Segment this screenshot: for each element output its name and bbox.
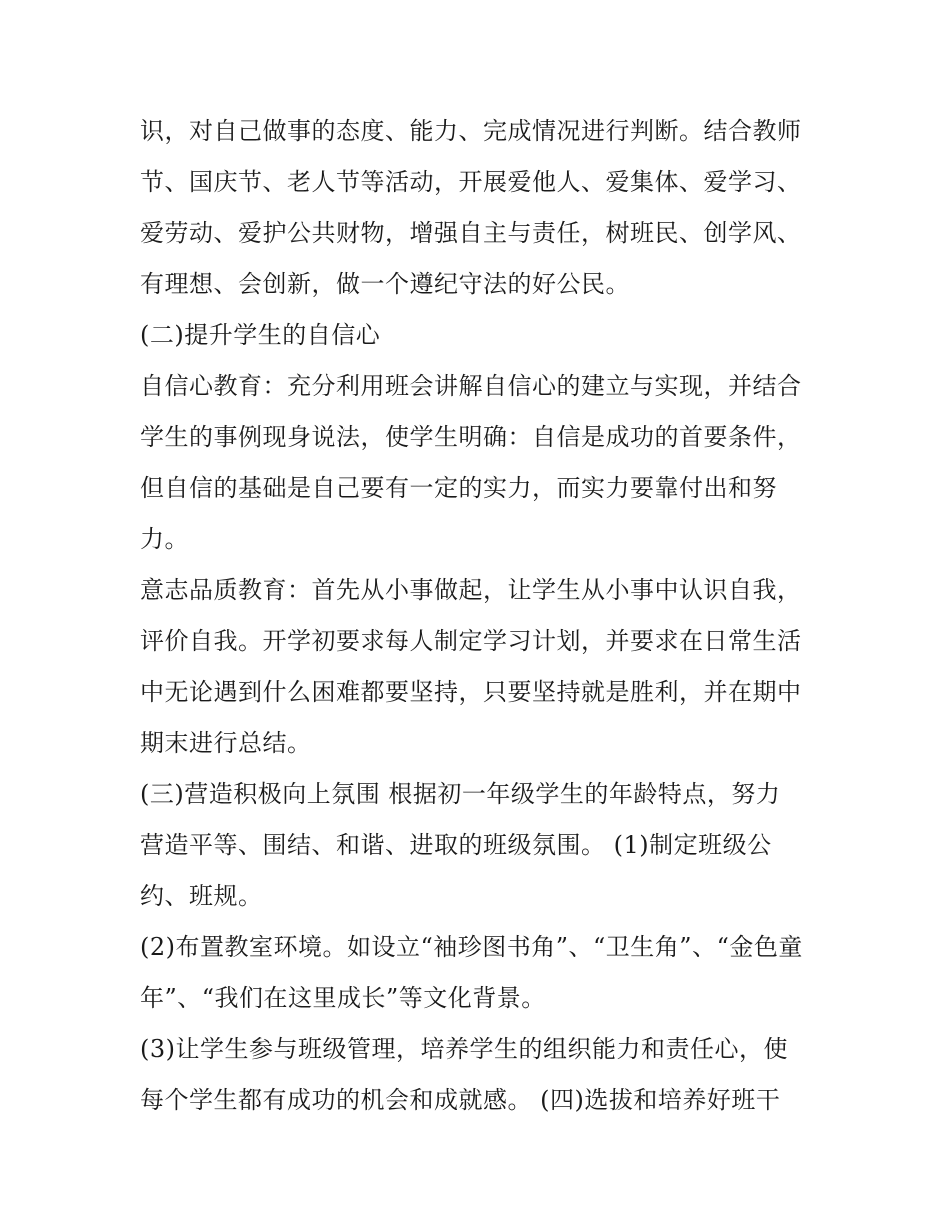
text-line: (2)布置教室环境。如设立“袖珍图书角”、“卫生角”、“金色童: [140, 933, 803, 961]
text-line: 营造平等、围结、和谐、进取的班级氛围。 (1)制定班级公: [140, 831, 772, 859]
text-line: 约、班规。: [140, 882, 263, 910]
text-line: 年”、“我们在这里成长”等文化背景。: [140, 984, 546, 1012]
text-line: 爱劳动、爱护公共财物，增强自主与责任，树班民、创学风、: [140, 219, 802, 247]
section-heading: (二)提升学生的自信心: [140, 321, 381, 349]
text-line: 力。: [140, 525, 189, 553]
text-line: 有理想、会创新，做一个遵纪守法的好公民。: [140, 270, 630, 298]
section-heading: (三)营造积极向上氛围 根据初一年级学生的年龄特点，努力: [140, 780, 781, 808]
text-line: 学生的事例现身说法，使学生明确：自信是成功的首要条件，: [140, 423, 802, 451]
document-body: [140, 106, 830, 1126]
text-line: 但自信的基础是自己要有一定的实力，而实力要靠付出和努: [140, 474, 777, 502]
text-line: 中无论遇到什么困难都要坚持，只要坚持就是胜利，并在期中: [140, 678, 802, 706]
text-line: 期末进行总结。: [140, 729, 312, 757]
text-line: 自信心教育：充分利用班会讲解自信心的建立与实现，并结合: [140, 372, 802, 400]
text-line: 识，对自己做事的态度、能力、完成情况进行判断。结合教师: [140, 117, 802, 145]
text-line: 意志品质教育：首先从小事做起，让学生从小事中认识自我，: [140, 576, 802, 604]
text-line: 评价自我。开学初要求每人制定学习计划，并要求在日常生活: [140, 627, 802, 655]
text-line: 每个学生都有成功的机会和成就感。 (四)选拔和培养好班干: [140, 1086, 781, 1114]
text-line: 节、国庆节、老人节等活动，开展爱他人、爱集体、爱学习、: [140, 168, 802, 196]
text-line: (3)让学生参与班级管理，培养学生的组织能力和责任心，使: [140, 1035, 788, 1063]
